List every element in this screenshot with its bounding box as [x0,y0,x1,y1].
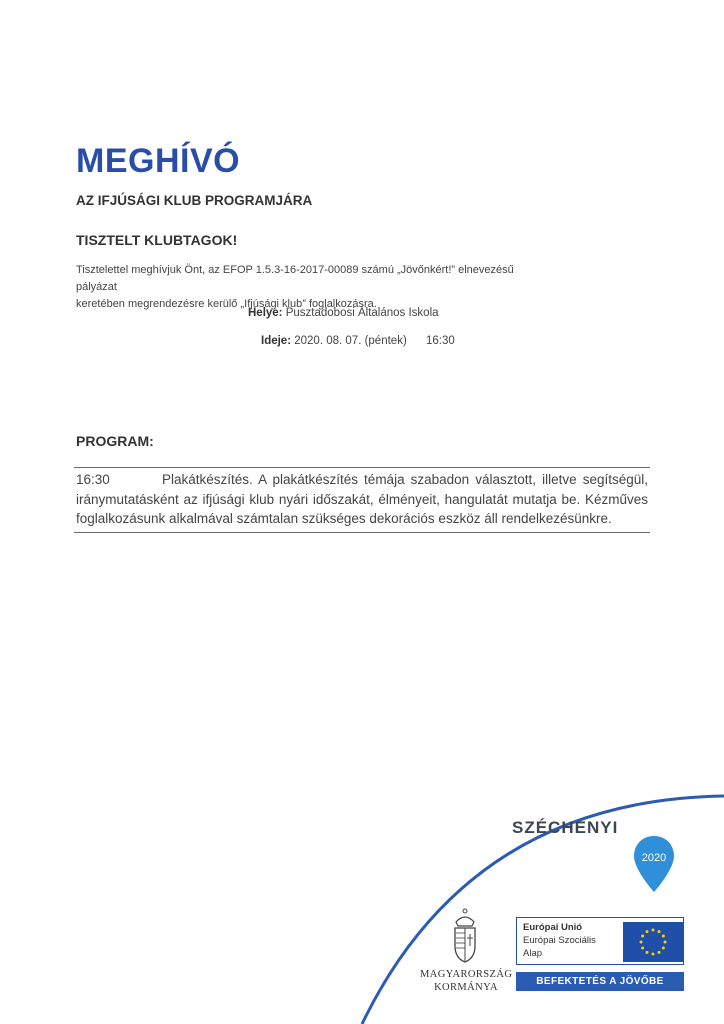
intro-line-1: Tisztelettel meghívjuk Önt, az EFOP 1.5.3-16-2017-00089 számú „Jövőnkért!” elnevezésű pályázat [76,264,514,293]
szechenyi-logo-text: SZÉCHENYI [512,818,619,837]
event-time [261,335,455,347]
place-label: Helye: [248,307,283,319]
intro-paragraph [76,262,556,313]
eu-line-1: Európai Unió [523,922,583,933]
eu-star [652,929,655,932]
coat-of-arms-icon [450,908,480,964]
eu-star [646,930,649,933]
gov-line-1: MAGYARORSZÁG [420,969,513,980]
government-label [420,968,512,994]
eu-line-2: Európai Szociális [523,935,596,946]
invest-banner: BEFEKTETÉS A JÖVŐBE [516,972,684,991]
program-table [74,467,650,533]
eu-star [658,951,661,954]
eu-star [646,951,649,954]
eu-star [652,953,655,956]
eu-logo-box [516,917,684,965]
eu-star [641,947,644,950]
eu-text [523,921,596,960]
eu-star [662,935,665,938]
subtitle: AZ IFJÚSÁGI KLUB PROGRAMJÁRA [76,193,313,208]
event-place [248,307,439,319]
location-pin-icon [632,834,676,894]
time-clock: 16:30 [425,335,455,347]
szechenyi-year: 2020 [641,852,667,864]
place-value: Pusztadobosi Általános Iskola [285,307,439,319]
time-label: Ideje: [261,335,292,347]
eu-line-3: Alap [523,948,543,959]
gov-line-2: KORMÁNYA [434,982,498,993]
time-date: 2020. 08. 07. (péntek) [294,335,407,347]
program-time: 16:30 [76,472,110,487]
program-description: Plakátkészítés. A plakátkészítés témája szabadon választott, illetve segítségül, iránymutatásként az ifjúsági klub nyári időszakát, élményeit, hangulatát mutatja be. Kézműves foglalkozásunk alkalmával számtalan szükséges dekorációs eszköz áll rendelkezésünkre. [76,472,648,526]
page-title: MEGHÍVÓ [76,142,241,180]
eu-flag-icon [623,922,683,962]
program-heading: PROGRAM: [76,433,154,449]
eu-star [640,941,643,944]
intro-line-2: keretében megrendezésre kerülő „Ifjúsági klub” foglalkozásra. [76,298,377,310]
greeting: TISZTELT KLUBTAGOK! [76,232,238,248]
eu-star [664,941,667,944]
eu-star [662,947,665,950]
eu-star [658,930,661,933]
eu-star [641,935,644,938]
